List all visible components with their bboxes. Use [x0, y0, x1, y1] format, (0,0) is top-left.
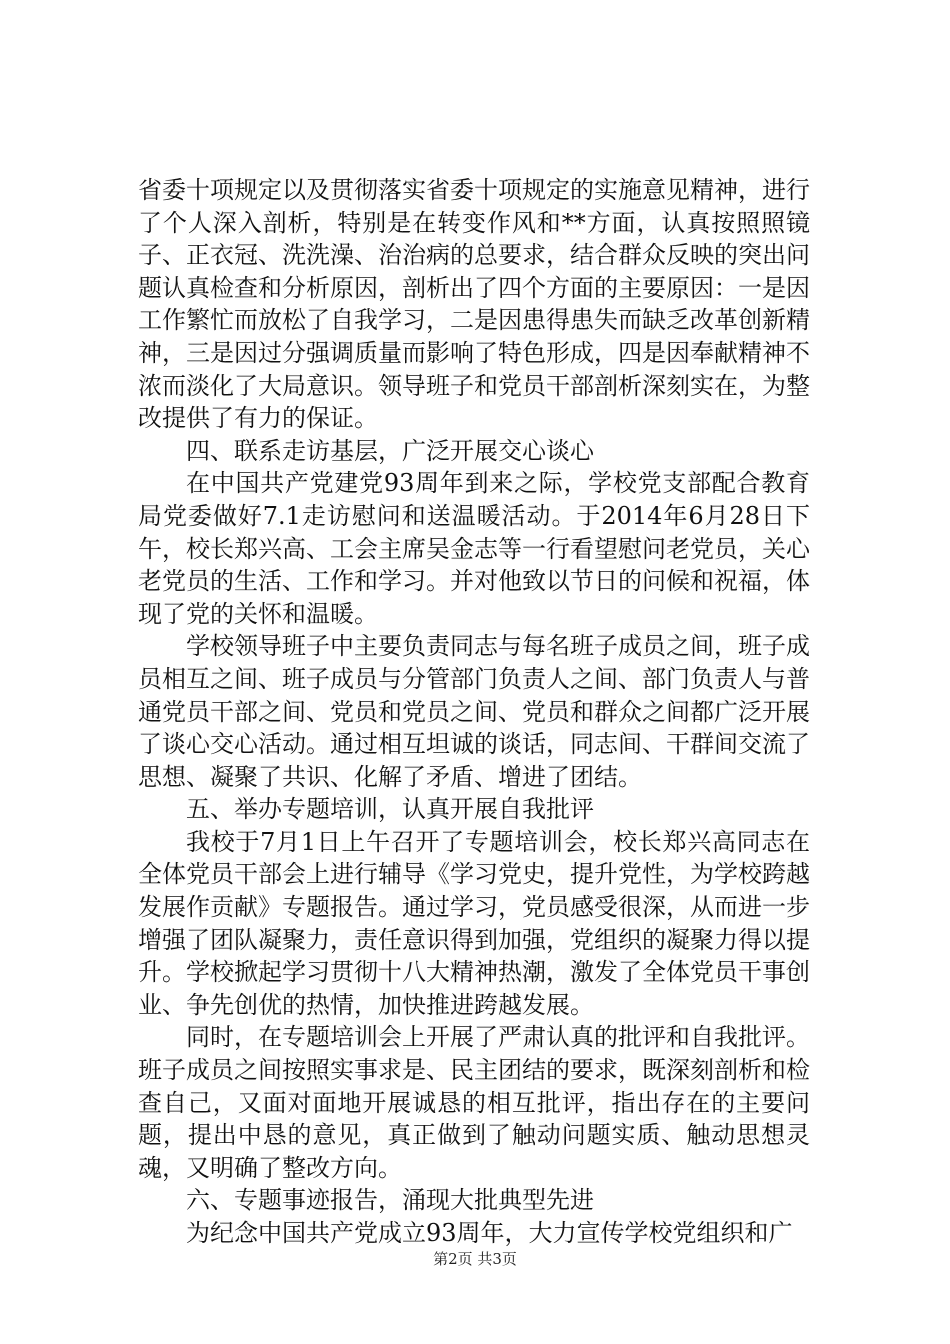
paragraph-report: 为纪念中国共产党成立93周年，大力宣传学校党组织和广: [186, 1219, 793, 1247]
document-body: [138, 174, 810, 1250]
section-heading-4: 四、联系走访基层，广泛开展交心谈心: [186, 436, 594, 465]
paragraph-visit: 在中国共产党建党93周年到来之际，学校党支部配合教育局党委做好7.1走访慰问和送温暖活动。于2014年6月28日下午，校长郑兴高、工会主席吴金志等一行看望慰问老党员，关心老党员的生活、工作和学习。并对他致以节日的问候和祝福，体现了党的关怀和温暖。: [138, 469, 810, 628]
paragraph-training: 我校于7月1日上午召开了专题培训会，校长郑兴高同志在全体党员干部会上进行辅导《学习党史，提升党性，为学校跨越发展作贡献》专题报告。通过学习，党员感受很深，从而进一步增强了团队凝聚力，责任意识得到加强，党组织的凝聚力得以提升。学校掀起学习贯彻十八大精神热潮，激发了全体党员干事创业、争先创优的热情，加快推进跨越发展。: [138, 827, 810, 1019]
paragraph-criticism: 同时，在专题培训会上开展了严肃认真的批评和自我批评。班子成员之间按照实事求是、民主团结的要求，既深刻剖析和检查自己，又面对面地开展诚恳的相互批评，指出存在的主要问题，提出中恳的意见，真正做到了触动问题实质、触动思想灵魂，又明确了整改方向。: [138, 1023, 810, 1182]
section-heading-5: 五、举办专题培训，认真开展自我批评: [186, 795, 594, 824]
paragraph-analysis: 省委十项规定以及贯彻落实省委十项规定的实施意见精神，进行了个人深入剖析，特别是在转变作风和**方面，认真按照照镜子、正衣冠、洗洗澡、治治病的总要求，结合群众反映的突出问题认真检查和分析原因，剖析出了四个方面的主要原因：一是因工作繁忙而放松了自我学习，二是因患得患失而缺乏改革创新精神，三是因过分强调质量而影响了特色形成，四是因奉献精神不浓而淡化了大局意识。领导班子和党员干部剖析深刻实在，为整改提供了有力的保证。: [138, 176, 810, 433]
page-footer: [0, 1249, 950, 1269]
section-heading-6: 六、专题事迹报告，涌现大批典型先进: [186, 1186, 594, 1215]
paragraph-talks: 学校领导班子中主要负责同志与每名班子成员之间，班子成员相互之间、班子成员与分管部门负责人之间、部门负责人与普通党员干部之间、党员和党员之间、党员和群众之间都广泛开展了谈心交心活动。通过相互坦诚的谈话，同志间、干群间交流了思想、凝聚了共识、化解了矛盾、增进了团结。: [138, 632, 810, 791]
page-number-label: 第2页 共3页: [433, 1250, 517, 1268]
